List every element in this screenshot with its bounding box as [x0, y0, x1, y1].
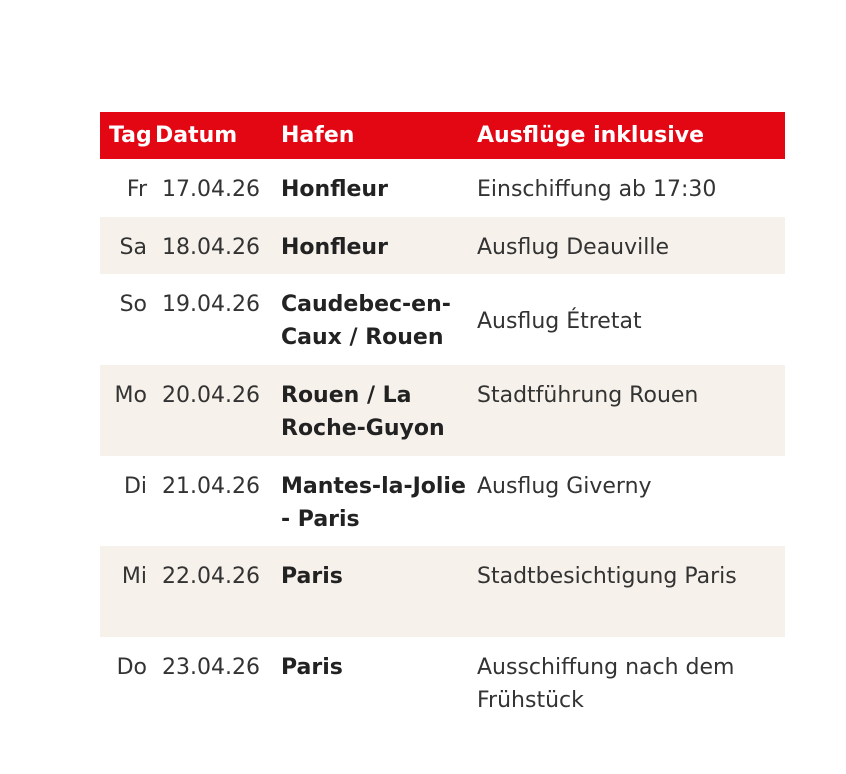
itinerary-table	[100, 112, 785, 729]
table-row	[100, 546, 785, 637]
cell-hafen: Mantes-la-Jolie - Paris	[281, 474, 466, 532]
cell-ausflug: Ausflug Giverny	[477, 474, 652, 499]
cell-tag: So	[119, 292, 147, 317]
cell-hafen: Paris	[281, 564, 343, 589]
cell-hafen: Paris	[281, 655, 343, 680]
cell-tag: Di	[123, 474, 147, 499]
cell-tag: Sa	[119, 235, 147, 260]
cell-tag: Mo	[114, 383, 147, 408]
cell-ausflug: Einschiffung ab 17:30	[477, 177, 717, 202]
cell-ausflug: Ausflug Étretat	[477, 309, 642, 334]
cell-hafen: Honfleur	[281, 177, 388, 202]
table-row	[100, 456, 785, 546]
header-tag: Tag	[109, 123, 152, 148]
cell-hafen: Honfleur	[281, 235, 388, 260]
table-row	[100, 274, 785, 365]
table-header	[100, 112, 785, 159]
cell-tag: Do	[116, 655, 147, 680]
cell-datum: 18.04.26	[162, 235, 260, 260]
cell-hafen: Caudebec-en-Caux / Rouen	[281, 292, 451, 350]
table-row	[100, 365, 785, 456]
cell-datum: 17.04.26	[162, 177, 260, 202]
table-row	[100, 637, 785, 729]
cell-datum: 21.04.26	[162, 474, 260, 499]
header-datum: Datum	[155, 123, 238, 148]
cell-datum: 23.04.26	[162, 655, 260, 680]
cell-tag: Fr	[126, 177, 147, 202]
header-ausfluege: Ausflüge inklusive	[477, 123, 705, 148]
cell-datum: 20.04.26	[162, 383, 260, 408]
cell-ausflug: Ausflug Deauville	[477, 235, 670, 260]
cell-datum: 22.04.26	[162, 564, 260, 589]
cell-tag: Mi	[121, 564, 147, 589]
header-hafen: Hafen	[281, 123, 355, 148]
cell-datum: 19.04.26	[162, 292, 260, 317]
table-row	[100, 217, 785, 274]
cell-ausflug: Ausschiffung nach dem Frühstück	[477, 655, 735, 713]
cell-ausflug: Stadtführung Rouen	[477, 383, 699, 408]
cell-ausflug: Stadtbesichtigung Paris	[477, 564, 737, 589]
cell-hafen: Rouen / La Roche-Guyon	[281, 383, 445, 441]
table-row	[100, 159, 785, 217]
